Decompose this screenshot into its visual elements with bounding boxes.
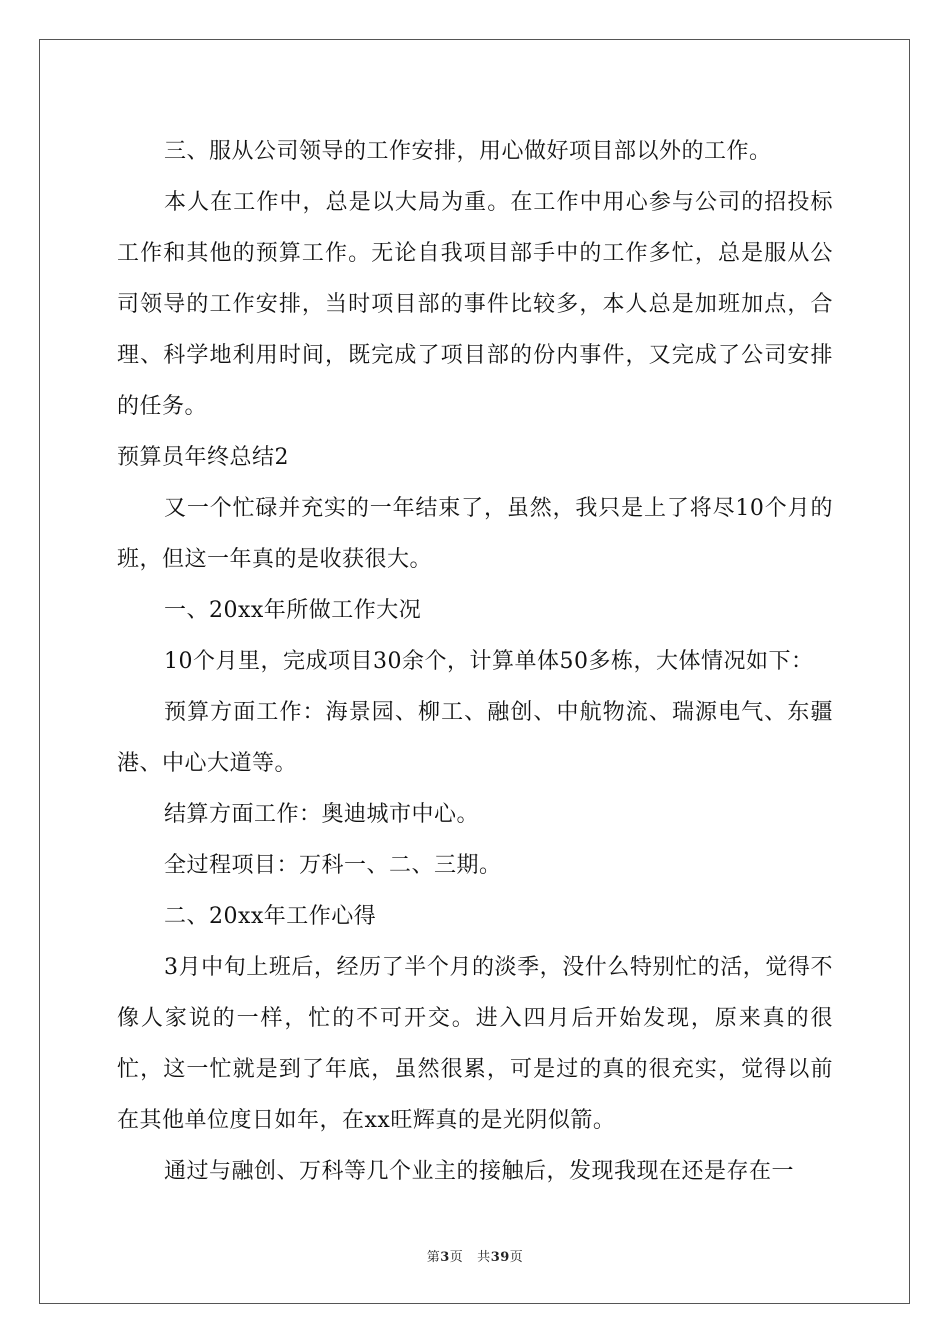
paragraph: 又一个忙碌并充实的一年结束了，虽然，我只是上了将尽10个月的班，但这一年真的是收获很大。 — [117, 496, 833, 572]
paragraph: 本人在工作中，总是以大局为重。在工作中用心参与公司的招投标工作和其他的预算工作。无论自我项目部手中的工作多忙，总是服从公司领导的工作安排，当时项目部的事件比较多，本人总是加班加点，合理、科学地利用时间，既完成了项目部的份内事件，又完成了公司安排的任务。 — [117, 190, 833, 419]
page-prefix: 第 — [426, 1250, 441, 1265]
paragraph: 三、服从公司领导的工作安排，用心做好项目部以外的工作。 — [164, 139, 772, 164]
paragraph: 预算方面工作：海景园、柳工、融创、中航物流、瑞源电气、东疆港、中心大道等。 — [117, 700, 833, 776]
paragraph: 通过与融创、万科等几个业主的接触后，发现我现在还是存在一 — [164, 1159, 795, 1184]
total-prefix: 共 — [477, 1250, 491, 1265]
paragraph: 结算方面工作：奥迪城市中心。 — [164, 802, 480, 827]
paragraph: 二、20xx年工作心得 — [164, 904, 377, 929]
paragraph: 一、20xx年所做工作大况 — [164, 598, 422, 623]
total-pages: 39 — [490, 1250, 510, 1265]
page-suffix: 页 — [449, 1250, 464, 1265]
page-number: 3 — [440, 1250, 450, 1265]
document-body — [117, 126, 833, 1197]
total-suffix: 页 — [509, 1250, 524, 1265]
paragraph: 10个月里，完成项目30余个，计算单体50多栋，大体情况如下： — [164, 649, 814, 674]
section-heading: 预算员年终总结2 — [117, 445, 289, 470]
page-footer — [0, 1246, 950, 1265]
paragraph: 全过程项目：万科一、二、三期。 — [164, 853, 502, 878]
paragraph: 3月中旬上班后，经历了半个月的淡季，没什么特别忙的活，觉得不像人家说的一样，忙的不可开交。进入四月后开始发现，原来真的很忙，这一忙就是到了年底，虽然很累，可是过的真的很充实，觉得以前在其他单位度日如年，在xx旺辉真的是光阴似箭。 — [117, 955, 833, 1133]
